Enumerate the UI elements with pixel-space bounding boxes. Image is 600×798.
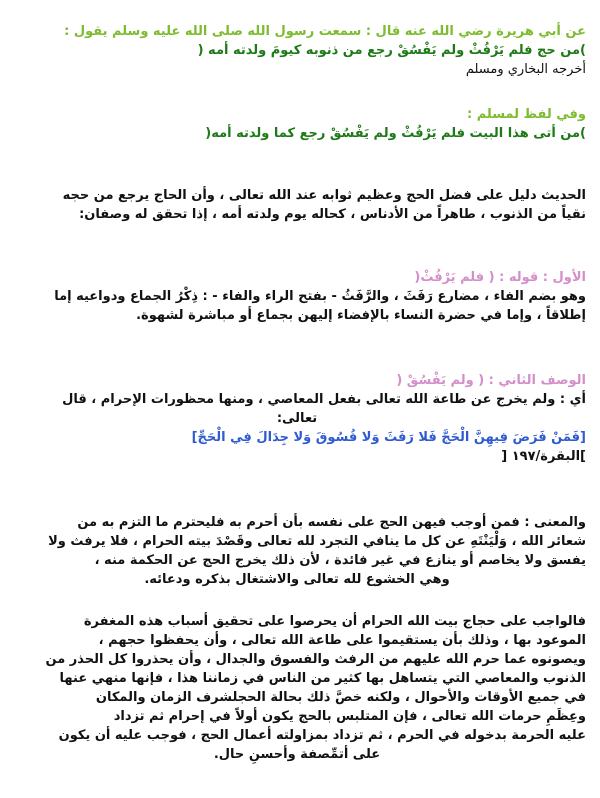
duty-line: فالواجب على حجاج بيت الله الحرام أن يحرصوا على تحقيق أسباب هذه المغفرة bbox=[83, 614, 586, 629]
muslim-text: )من أتى هذا البيت فلم يَرْفُثْ ولم يَفْسُقْ رجع كما ولدته أمه( bbox=[205, 126, 586, 141]
commentary-line: الحديث دليل على فضل الحج وعظيم ثوابه عند الله تعالى ، وأن الحاج يرجع من حجه bbox=[62, 188, 586, 203]
hadith-intro: عن أبي هريرة رضي الله عنه قال : سمعت رسول الله صلى الله عليه وسلم يقول : bbox=[64, 24, 586, 39]
first-description-block bbox=[8, 268, 586, 325]
second-heading: الوصف الثاني : ( ولم يَفْسُقْ ( bbox=[396, 373, 586, 388]
first-line: وهو بضم الفاء ، مضارع رَفَثَ ، والرَّفَثُ - بفتح الراء والفاء - : ذِكْرُ الجماع ودواعيه إما bbox=[54, 289, 586, 304]
second-line: تعالى: bbox=[276, 411, 318, 426]
second-description-block bbox=[8, 371, 586, 466]
meaning-line: يفسق ولا يخاصم أو ينازع في غير فائدة ، لأن ذلك يخرج الحج عن الحكمة منه ، bbox=[94, 553, 586, 568]
duty-line: الموعود بها ، وذلك بأن يستقيموا على طاعة الله تعالى ، وأن يحفظوا حجهم ، bbox=[98, 633, 586, 648]
hadith-text: )من حج فلم يَرْفُثْ ولم يَفْسُقْ رجع من ذنوبه كيومَ ولدته أمه ( bbox=[197, 43, 586, 58]
meaning-block bbox=[8, 513, 586, 589]
meaning-line: وهي الخشوع لله تعالى والاشتغال بذكره ودعائه. bbox=[144, 572, 450, 587]
hadith-block bbox=[8, 22, 586, 79]
meaning-line: والمعنى : فمن أوجب فيهن الحج على نفسه بأن أحرم به فليحترم ما التزم به من bbox=[77, 515, 586, 530]
meaning-line: شعائر الله ، وَلْيَنْتَهِ عن كل ما ينافي التجرد لله تعالى وقَصْدَ بيته الحرام ، فلا يرفث ولا bbox=[48, 534, 586, 549]
duty-line: في جميع الأوقات والأحوال ، ولكنه خصَّ ذلك بحالة الحجلشرف الزمان والمكان bbox=[95, 690, 586, 705]
hadith-source: أخرجه البخاري ومسلم bbox=[465, 62, 586, 77]
first-line: إطلاقاً ، وإما في حضرة النساء بالإفضاء إليهن بجماع أو مباشرة لشهوة. bbox=[136, 308, 586, 323]
verse-reference: ]البقرة/١٩٧ [ bbox=[501, 449, 586, 464]
quran-verse: [فَمَنْ فَرَضَ فِيهِنَّ الْحَجَّ فَلا رَفَثَ وَلا فُسُوقَ وَلا جِدَالَ فِي الْحَجِّ] bbox=[191, 430, 586, 445]
duty-line: وعِظَمِ حرمات الله تعالى ، فإن المتلبس بالحج يكون أولاً في إحرام ثم تزداد bbox=[113, 709, 586, 724]
duty-block bbox=[8, 612, 586, 764]
duty-line: عليه الحرمة بدخوله في الحرم ، ثم تزداد بمزاولته أعمال الحج ، فوجب عليه أن يكون bbox=[58, 728, 586, 743]
muslim-block bbox=[8, 105, 586, 143]
second-line: أي : ولم يخرج عن طاعة الله تعالى بفعل المعاصي ، ومنها محظورات الإحرام ، قال bbox=[62, 392, 586, 407]
commentary-block bbox=[8, 186, 586, 224]
duty-line: على أتمِّصفة وأحسنِ حال. bbox=[213, 747, 381, 762]
first-heading: الأول : قوله : ( فلم يَرْفُثْ( bbox=[414, 270, 586, 285]
duty-line: الذنوب والمعاصي التي يتساهل بها كثير من الناس في زماننا هذا ، فإنها منهي عنها bbox=[59, 671, 586, 686]
duty-line: ويصونوه عما حرم الله عليهم من الرفث والفسوق والجدال ، وأن يحذروا كل الحذر من bbox=[45, 652, 586, 667]
muslim-intro: وفي لفظ لمسلم : bbox=[466, 107, 586, 122]
commentary-line: نقياً من الذنوب ، طاهراً من الأدناس ، كحاله يوم ولدته أمه ، إذا تحقق له وصفان: bbox=[79, 207, 586, 222]
